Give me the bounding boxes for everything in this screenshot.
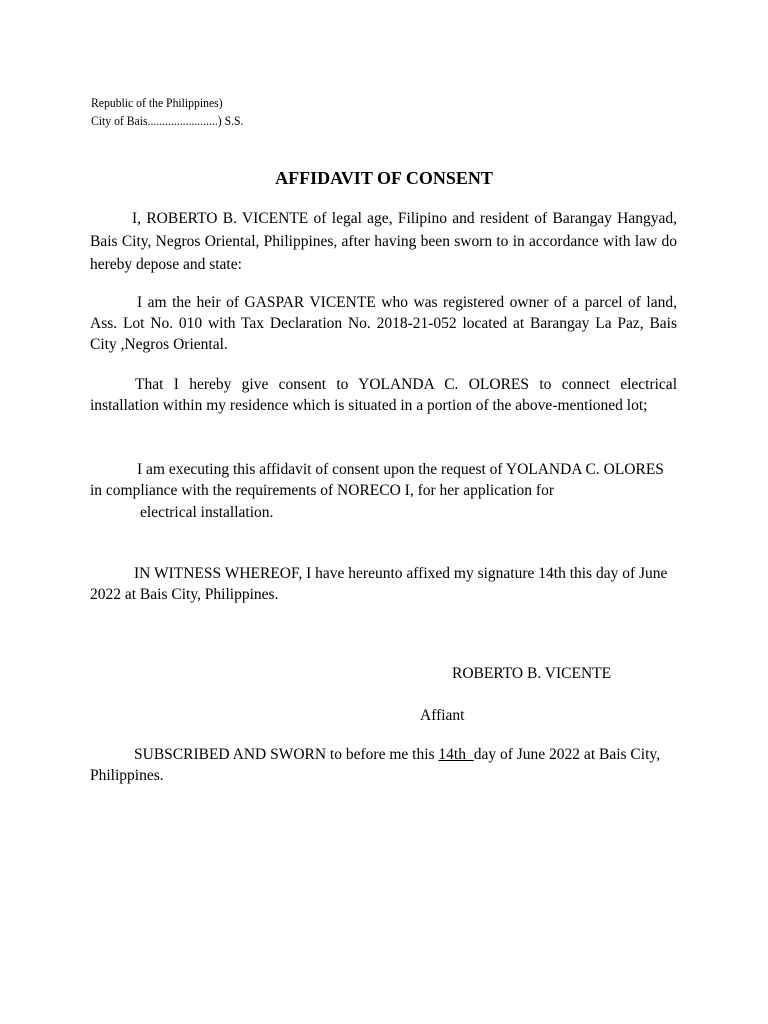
jurat-paragraph — [90, 744, 677, 786]
witness-paragraph — [90, 563, 677, 605]
consent-paragraph — [90, 374, 677, 416]
executing-tail: electrical installation. — [140, 504, 274, 521]
affiant-label: Affiant — [420, 707, 465, 724]
witness-text: IN WITNESS WHEREOF, I have hereunto affixed my signature 14th this day of June 2022 at Bais City, Philippines. — [90, 565, 668, 603]
intro-text: I, ROBERTO B. VICENTE of legal age, Filipino and resident of Barangay Hangyad, Bais City, Negros Oriental, Philippines, after having been sworn to in accordance with law do hereby depose and state: — [90, 210, 677, 273]
intro-paragraph — [90, 207, 677, 276]
jurat-after: day of June 2022 at Bais City, Philippines. — [90, 746, 660, 784]
venue-country: Republic of the Philippines) — [91, 95, 223, 110]
jurat-day: 14th — [438, 746, 474, 763]
consent-text: That I hereby give consent to YOLANDA C. OLORES to connect electrical installation within my residence which is situated in a portion of the above-mentioned lot; — [90, 376, 677, 414]
jurat-before: SUBSCRIBED AND SWORN to before me this — [134, 746, 439, 763]
executing-paragraph — [90, 459, 677, 523]
affiant-name: ROBERTO B. VICENTE — [452, 665, 612, 682]
executing-text: I am executing this affidavit of consent upon the request of YOLANDA C. OLORES in compliance with the requirements of NORECO I, for her application for — [90, 461, 664, 499]
document-title: AFFIDAVIT OF CONSENT — [275, 168, 493, 188]
heir-paragraph — [90, 292, 677, 355]
venue-block — [91, 94, 243, 130]
heir-text: I am the heir of GASPAR VICENTE who was registered owner of a parcel of land, Ass. Lot No. 010 with Tax Declaration No. 2018-21-052 located at Barangay La Paz, Bais City ,Negros Oriental. — [90, 294, 677, 353]
venue-city: City of Bais........................) S.S. — [91, 113, 244, 128]
